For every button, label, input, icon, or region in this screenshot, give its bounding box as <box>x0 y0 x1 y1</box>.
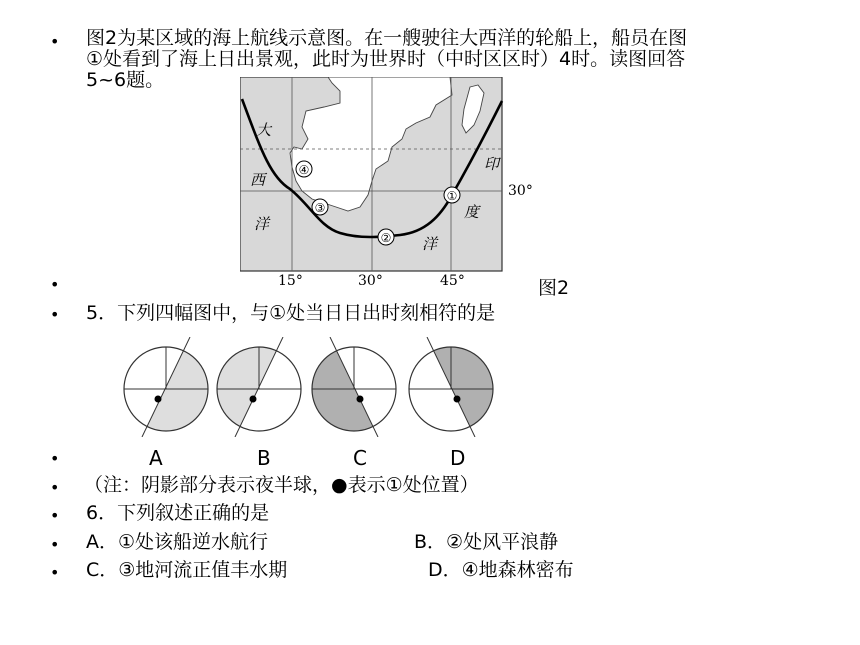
intro-line-3: 5~6题。 <box>86 69 165 91</box>
bullet: • <box>50 506 60 525</box>
q6-option-a: A．①处该船逆水航行 <box>86 531 269 553</box>
option-a-globe <box>120 337 212 437</box>
lat-label-30: 30° <box>508 183 533 199</box>
bullet: • <box>50 535 60 554</box>
option-b-label: B <box>257 446 271 470</box>
point-3-label: ③ <box>314 201 326 215</box>
intro-line-1: 图2为某区域的海上航线示意图。在一艘驶往大西洋的轮船上，船员在图 <box>86 27 688 49</box>
position-dot <box>250 396 257 403</box>
position-dot <box>155 396 162 403</box>
option-d-globe <box>405 337 497 437</box>
figure-caption: 图2 <box>538 277 570 299</box>
position-dot <box>454 396 461 403</box>
ocean-label: 洋 <box>422 235 438 253</box>
route-map <box>240 77 510 272</box>
point-2-label: ② <box>380 231 392 245</box>
ocean-label: 洋 <box>254 215 270 233</box>
ocean-label: 度 <box>464 203 480 221</box>
bullet: • <box>50 275 60 294</box>
intro-line-2: ①处看到了海上日出景观，此时为世界时（中时区区时）4时。读图回答 <box>86 48 686 70</box>
q6-option-d: D．④地森林密布 <box>428 559 574 581</box>
option-c-globe <box>308 337 400 437</box>
option-c-label: C <box>353 446 367 470</box>
ocean-label: 大 <box>256 121 272 139</box>
q6-option-b: B．②处风平浪静 <box>414 531 559 553</box>
ocean-label: 印 <box>484 155 500 173</box>
point-1-label: ① <box>446 189 458 203</box>
bullet: • <box>50 478 60 497</box>
note-text: （注：阴影部分表示夜半球，●表示①处位置） <box>84 474 479 496</box>
bullet: • <box>50 449 60 468</box>
lon-label-15: 15° <box>278 273 303 289</box>
bullet: • <box>50 32 60 51</box>
lon-label-30: 30° <box>358 273 383 289</box>
q5-text: 5．下列四幅图中，与①处当日日出时刻相符的是 <box>86 302 496 324</box>
ocean-label: 西 <box>250 171 266 189</box>
q6-option-c: C．③地河流正值丰水期 <box>86 559 288 581</box>
bullet: • <box>50 305 60 324</box>
option-d-label: D <box>450 446 466 470</box>
option-b-globe <box>213 337 305 437</box>
lon-label-45: 45° <box>440 273 465 289</box>
bullet: • <box>50 563 60 582</box>
position-dot <box>357 396 364 403</box>
q6-text: 6．下列叙述正确的是 <box>86 502 270 524</box>
point-4-label: ④ <box>298 163 310 177</box>
option-a-label: A <box>149 446 163 470</box>
